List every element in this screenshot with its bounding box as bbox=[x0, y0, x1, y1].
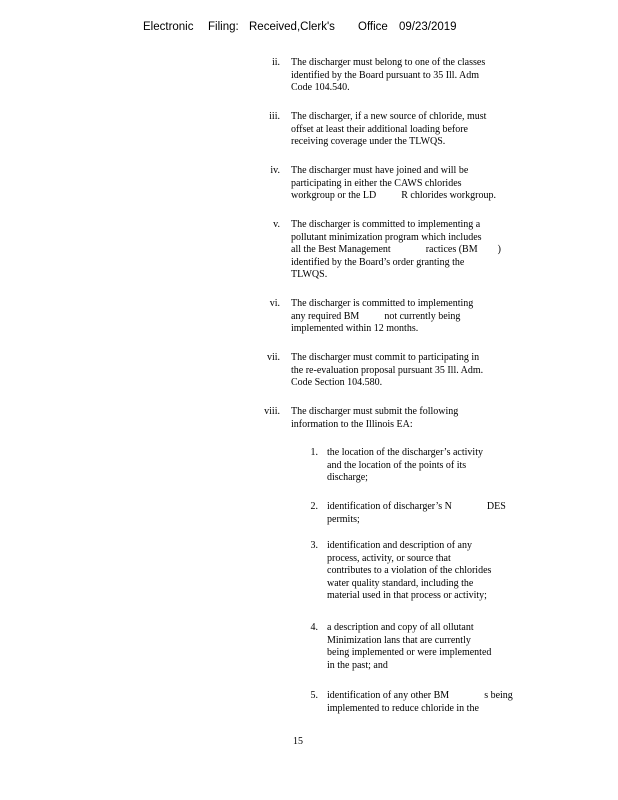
sub-item-number: 4. bbox=[310, 622, 318, 633]
item-text: The discharger is committed to implementing a pollutant minimization program which includes all the Best Management ractices (BM ) identified by the Board’s order granting the TLWQS. bbox=[291, 219, 501, 281]
item-text: The discharger, if a new source of chloride, must offset at least their additional loading before receiving coverage under the TLWQS. bbox=[291, 111, 487, 148]
item-text: The discharger must have joined and will be participating in either the CAWS chlorides workgroup or the LD R chlorides workgroup. bbox=[291, 165, 496, 202]
header-office: Office bbox=[358, 21, 388, 33]
sub-item-text: identification of discharger’s N DES permits; bbox=[327, 501, 506, 525]
sub-item-number: 1. bbox=[310, 447, 318, 458]
sub-item-number: 2. bbox=[310, 501, 318, 512]
sub-item-number: 5. bbox=[310, 690, 318, 701]
sub-item-text: identification and description of any process, activity, or source that contributes to a violation of the chlorides water quality standard, including the material used in that process or activity; bbox=[327, 540, 492, 602]
header-received-clerks: Received,Clerk's bbox=[249, 21, 335, 33]
page-number: 15 bbox=[293, 736, 303, 747]
item-text: The discharger must submit the following information to the Illinois EA: bbox=[291, 406, 459, 430]
item-text: The discharger is committed to implementing any required BM not currently being implemented within 12 months. bbox=[291, 298, 474, 335]
item-text: The discharger must belong to one of the classes identified by the Board pursuant to 35 Ill. Adm Code 104.540. bbox=[291, 57, 486, 94]
header-electronic: Electronic bbox=[143, 21, 194, 33]
sub-item-number: 3. bbox=[310, 540, 318, 551]
item-text: The discharger must commit to participating in the re-evaluation proposal pursuant 35 Ill. Adm. Code Section 104.580. bbox=[291, 352, 484, 389]
item-number: vii. bbox=[266, 352, 280, 363]
item-number: iv. bbox=[270, 165, 280, 176]
filing-stamp-header bbox=[0, 21, 618, 37]
header-date: 09/23/2019 bbox=[399, 21, 457, 33]
sub-item-text: a description and copy of all ollutant Minimization lans that are currently being implemented or were implemented in the past; and bbox=[327, 622, 492, 671]
item-number: iii. bbox=[269, 111, 280, 122]
item-number: vi. bbox=[269, 298, 280, 309]
item-number: v. bbox=[273, 219, 280, 230]
item-number: viii. bbox=[264, 406, 280, 417]
header-filing: Filing: bbox=[208, 21, 239, 33]
item-number: ii. bbox=[271, 57, 280, 68]
sub-item-text: the location of the discharger’s activity and the location of the points of its discharge; bbox=[327, 447, 483, 484]
sub-item-text: identification of any other BM s being implemented to reduce chloride in the bbox=[327, 690, 513, 714]
